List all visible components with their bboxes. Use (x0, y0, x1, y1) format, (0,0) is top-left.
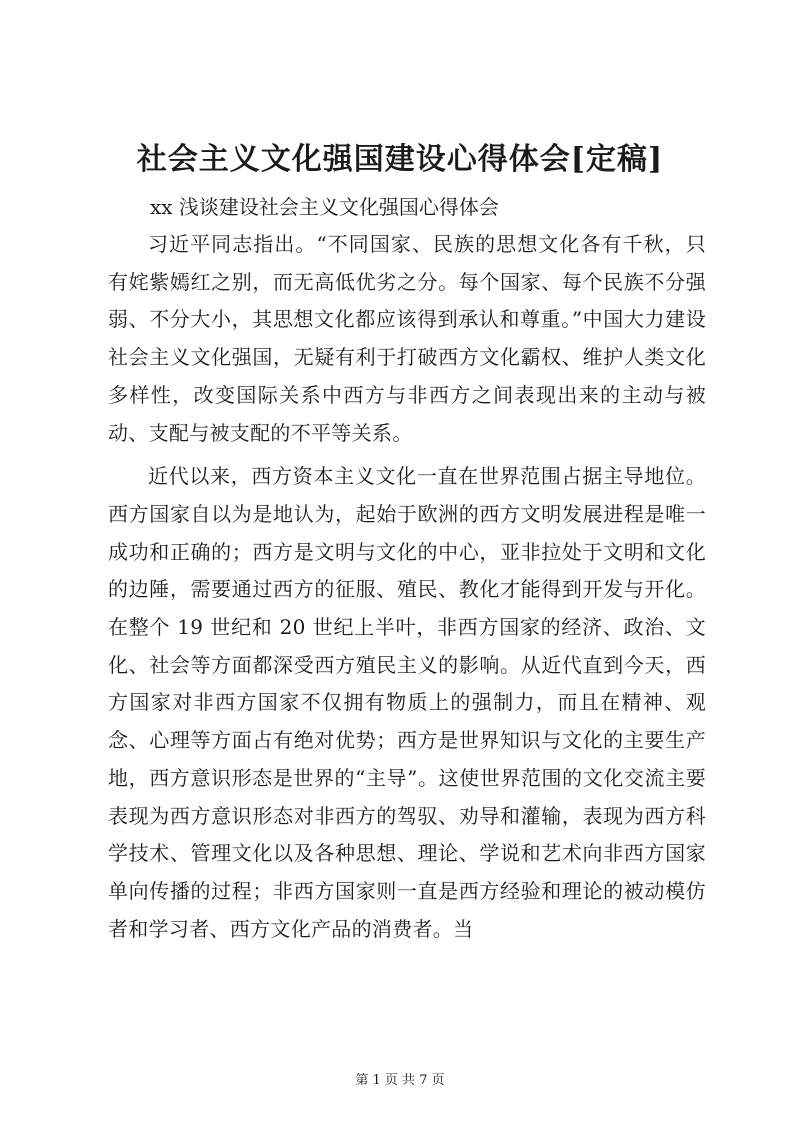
paragraph-1: 习近平同志指出。“不同国家、民族的思想文化各有千秋，只有姹紫嫣红之别，而无高低优劣之分。每个国家、每个民族不分强弱、不分大小，其思想文化都应该得到承认和尊重。”中国大力建设社会主义文化强国，无疑有利于打破西方文化霸权、维护人类文化多样性，改变国际关系中西方与非西方之间表现出来的主动与被动、支配与被支配的不平等关系。 (108, 232, 706, 445)
paragraph-2: 近代以来，西方资本主义文化一直在世界范围占据主导地位。西方国家自以为是地认为，起始于欧洲的西方文明发展进程是唯一成功和正确的；西方是文明与文化的中心，亚非拉处于文明和文化的边陲，需要通过西方的征服、殖民、教化才能得到开发与开化。在整个 19 世纪和 20 世纪上半叶，非西方国家的经济、政治、文化、社会等方面都深受西方殖民主义的影响。从近代直到今天，西方国家对非西方国家不仅拥有物质上的强制力，而且在精神、观念、心理等方面占有绝对优势；西方是世界知识与文化的主要生产地，西方意识形态是世界的“主导”。这使世界范围的文化交流主要表现为西方意识形态对非西方的驾驭、劝导和灌输，表现为西方科学技术、管理文化以及各种思想、理论、学说和艺术向非西方国家单向传播的过程；非西方国家则一直是西方经验和理论的被动模仿者和学习者、西方文化产品的消费者。当 (108, 464, 706, 941)
document-body (108, 226, 706, 954)
page-footer: 第 1 页 共 7 页 (355, 1073, 445, 1088)
document-subtitle: xx 浅谈建设社会主义文化强国心得体会 (150, 195, 499, 219)
document-title: 社会主义文化强国建设心得体会[定稿] (136, 142, 664, 177)
